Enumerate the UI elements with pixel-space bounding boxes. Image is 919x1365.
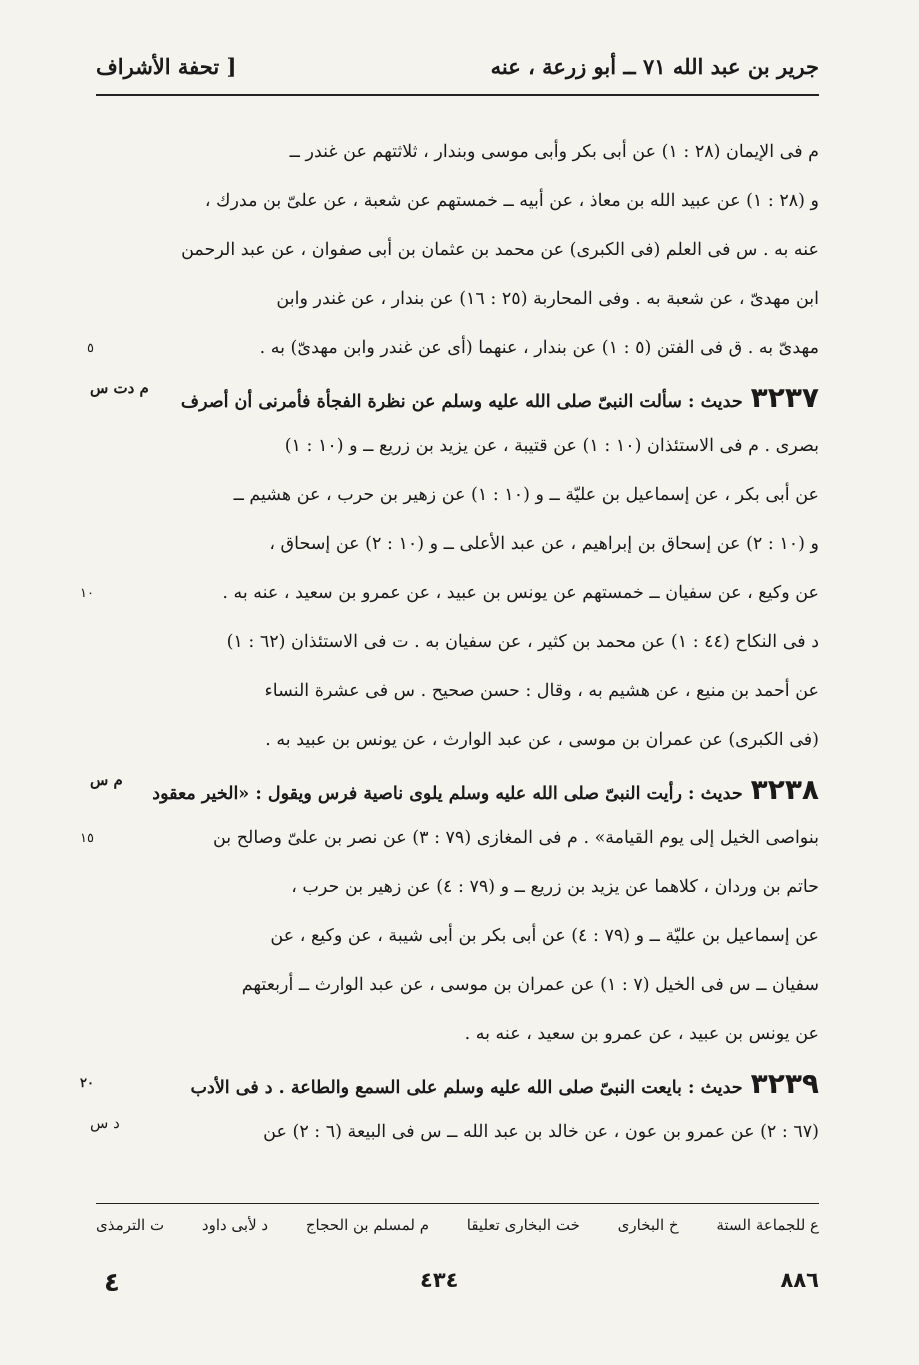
page-number-center: ٤٣٤ bbox=[420, 1268, 459, 1292]
text-line: عن أحمد بن منيع ، عن هشيم به ، وقال : حسن صحيح . س فى عشرة النساء bbox=[264, 681, 819, 701]
text-line: د فى النكاح (٤٤ : ١) عن محمد بن كثير ، عن سفيان به . ت فى الاستئذان (٦٢ : ١) bbox=[226, 632, 819, 652]
text-line: عن أبى بكر ، عن إسماعيل بن عليّة ــ و (١٠ : ١) عن زهير بن حرب ، عن هشيم ــ bbox=[233, 485, 819, 505]
source-sigla: د س bbox=[90, 1114, 120, 1132]
abbrev-item: خ البخارى bbox=[617, 1216, 679, 1234]
abbrev-item: ت الترمذى bbox=[96, 1216, 165, 1234]
text-line: و (٢٨ : ١) عن عبيد الله بن معاذ ، عن أبيه ــ خمستهم عن شعبة ، عن علىّ بن مدرك ، bbox=[204, 191, 819, 211]
text-line: عن إسماعيل بن عليّة ــ و (٧٩ : ٤) عن أبى بكر بن أبى شيبة ، عن وكيع ، عن bbox=[270, 926, 819, 946]
hadith-number: ٣٢٣٨ bbox=[750, 773, 819, 806]
source-sigla: م س bbox=[90, 771, 123, 789]
line-number: ١٠ bbox=[80, 586, 94, 601]
text-line: سفيان ــ س فى الخيل (٧ : ١) عن عمران بن موسى ، عن عبد الوارث ــ أربعتهم bbox=[241, 975, 819, 995]
abbrev-item: ع للجماعة الستة bbox=[716, 1216, 819, 1234]
header-book-title: [ تحفة الأشراف bbox=[96, 54, 237, 79]
text-line: عن وكيع ، عن سفيان ــ خمستهم عن يونس بن عبيد ، عن عمرو بن سعيد ، عنه به . ١٠ bbox=[96, 569, 819, 618]
line-number: ٢٠ bbox=[80, 1076, 94, 1091]
text-line: بصرى . م فى الاستئذان (١٠ : ١) عن قتيبة ، عن يزيد بن زريع ــ و (١٠ : ١) bbox=[284, 436, 819, 456]
text-line: عن يونس بن عبيد ، عن عمرو بن سعيد ، عنه به . bbox=[464, 1024, 819, 1044]
line-number: ١٥ bbox=[80, 831, 94, 846]
volume-number: ٤ bbox=[104, 1268, 120, 1298]
abbrev-item: خت البخارى تعليقا bbox=[466, 1216, 580, 1234]
text-line: مهدىّ به . ق فى الفتن (٥ : ١) عن بندار ، عنهما (أى عن غندر وابن مهدىّ) به . ٥ bbox=[96, 324, 819, 373]
text-line: و (١٠ : ٢) عن إسحاق بن إبراهيم ، عن عبد الأعلى ــ و (١٠ : ٢) عن إسحاق ، bbox=[269, 534, 819, 554]
abbrev-item: د لأبى داود bbox=[201, 1216, 269, 1234]
abbrev-item: م لمسلم بن الحجاج bbox=[305, 1216, 429, 1234]
source-sigla: م دت س bbox=[90, 379, 149, 397]
line-number: ٥ bbox=[87, 341, 94, 356]
hadith-heading: ٣٢٣٧حديث : سألت النبىّ صلى الله عليه وسلم عن نظرة الفجأة فأمرنى أن أصرف م دت س bbox=[90, 379, 819, 414]
header-chapter-title: جرير بن عبد الله ٧١ ــ أبو زرعة ، عنه bbox=[490, 54, 819, 79]
abbreviation-key bbox=[96, 1216, 819, 1234]
page-number-right: ٨٨٦ bbox=[780, 1268, 819, 1292]
text-line: (٦٧ : ٢) عن عمرو بن عون ، عن خالد بن عبد الله ــ س فى البيعة (٦ : ٢) عن د س bbox=[90, 1114, 819, 1142]
hadith-heading: ٣٢٣٩حديث : بايعت النبىّ صلى الله عليه وسلم على السمع والطاعة . د فى الأدب ٢٠ bbox=[96, 1059, 819, 1108]
hadith-number: ٣٢٣٧ bbox=[750, 381, 819, 414]
text-line: بنواصى الخيل إلى يوم القيامة» . م فى المغازى (٧٩ : ٣) عن نصر بن علىّ وصالح بن ١٥ bbox=[96, 814, 819, 863]
main-text bbox=[80, 128, 819, 1157]
footer-divider bbox=[96, 1203, 819, 1204]
hadith-heading: ٣٢٣٨حديث : رأيت النبىّ صلى الله عليه وسلم يلوى ناصية فرس ويقول : «الخير معقود م س bbox=[90, 771, 819, 806]
text-line: حاتم بن وردان ، كلاهما عن يزيد بن زريع ــ و (٧٩ : ٤) عن زهير بن حرب ، bbox=[291, 877, 819, 897]
hadith-number: ٣٢٣٩ bbox=[750, 1067, 819, 1100]
text-line: (فى الكبرى) عن عمران بن موسى ، عن عبد الوارث ، عن يونس بن عبيد به . bbox=[265, 730, 819, 750]
text-line: ابن مهدىّ ، عن شعبة به . وفى المحاربة (٢٥ : ١٦) عن بندار ، عن غندر وابن bbox=[276, 289, 819, 309]
running-header bbox=[96, 48, 819, 88]
text-line: عنه به . س فى العلم (فى الكبرى) عن محمد بن عثمان بن أبى صفوان ، عن عبد الرحمن bbox=[181, 240, 819, 260]
text-line: م فى الإيمان (٢٨ : ١) عن أبى بكر وأبى موسى وبندار ، ثلاثتهم عن غندر ــ bbox=[289, 142, 819, 162]
header-divider bbox=[96, 94, 819, 96]
